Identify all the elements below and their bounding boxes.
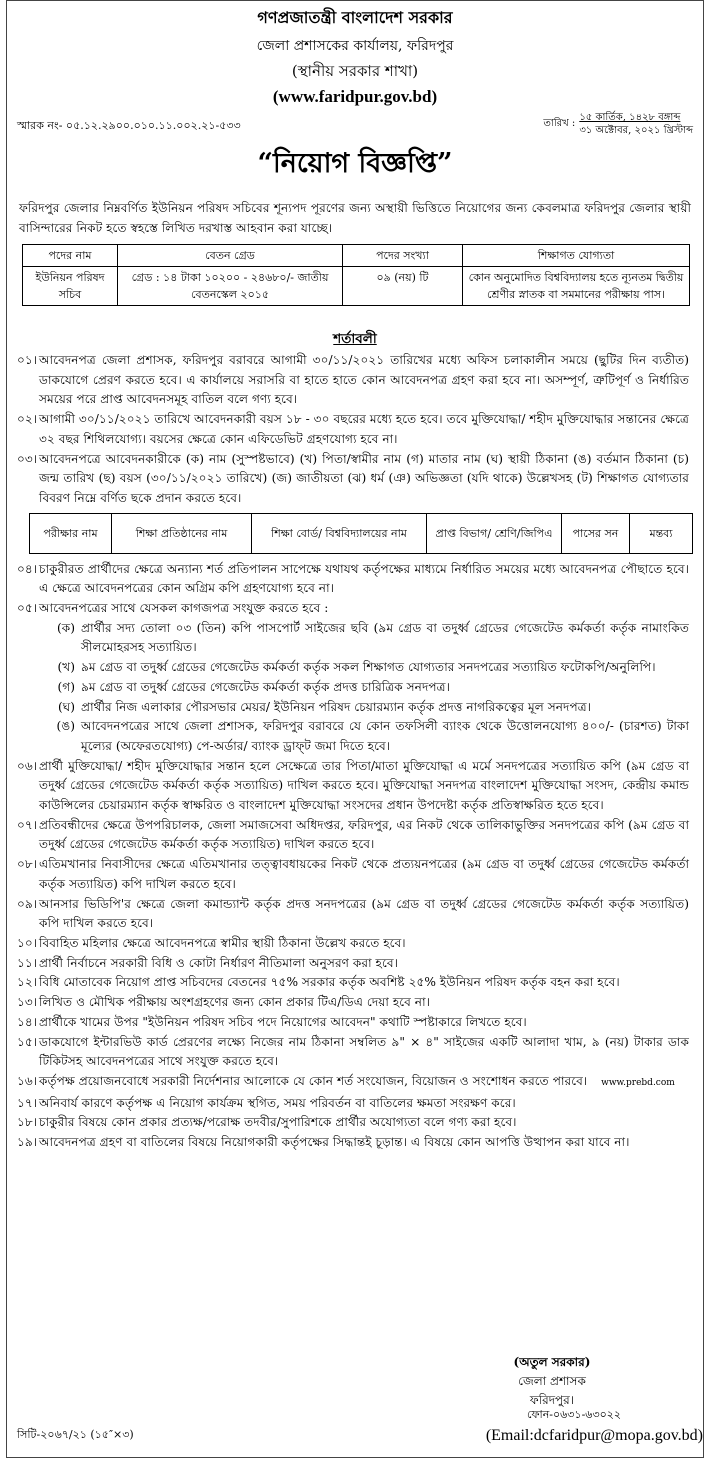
- office-name: জেলা প্রশাসকের কার্যালয়, ফরিদপুর: [256, 38, 454, 54]
- clause-14: ১৪। প্রার্থীকে খামের উপর "ইউনিয়ন পরিষদ সচিব পদে নিয়োগের আবেদন" কথাটি স্পষ্টাকারে লিখতে হবে।: [17, 1014, 527, 1029]
- col-pass-year: পাসের সন: [562, 513, 630, 553]
- clauses-group-c: [7, 1094, 703, 1153]
- education-table-header: [30, 513, 693, 553]
- website-link[interactable]: (www.faridpur.gov.bd): [272, 87, 438, 106]
- memo-date: [543, 111, 693, 137]
- email-address[interactable]: (Email:dcfaridpur@mopa.gov.bd): [485, 1427, 703, 1444]
- post-name: ইউনিয়ন পরিষদ সচিব: [23, 267, 118, 306]
- clause-09: ০৯। আনসার ভিডিপি'র ক্ষেত্রে জেলা কমান্ড্যান্ট কর্তৃক প্রদত্ত সনদপত্রের (৯ম গ্রেড বা তদুর্ধ্ব গ্রেডের গেজেটেড কর্মকর্তা কর্তৃক সত্যায়িত) কপি দাখিল করতে হবে।: [17, 896, 689, 931]
- print-code: সিটি-২০৬৭/২১ (১৫″×৩): [17, 1428, 134, 1441]
- intro-paragraph: ফরিদপুর জেলার নিম্নবর্ণিত ইউনিয়ন পরিষদ সচিবের শূন্যপদ পূরণের জন্য অস্থায়ী ভিত্তিতে নিয়োগের জন্য কেবলমাত্র ফরিদপুর জেলার স্থায়ী বাসিন্দারের নিকট হতে স্বহস্তে লিখিত দরখাস্ত আহবান করা যাচ্ছে।: [19, 201, 691, 235]
- table-row: [23, 267, 690, 306]
- post-count: ০৯ (নয়) টি: [343, 267, 463, 306]
- memo-number: স্মারক নং- ০৫.১২.২৯০০.০১০.১১.০০২.২১-৫৩৩: [17, 119, 241, 132]
- clause-11: ১১। প্রার্থী নির্বাচনে সরকারী বিধি ও কোটা নির্ধারণ নীতিমালা অনুসরণ করা হবে।: [17, 955, 398, 970]
- signatory-place: ফরিদপুর।: [529, 1393, 575, 1407]
- signature-block: [477, 1353, 627, 1410]
- col-qualification: শিক্ষাগত যোগ্যতা: [463, 245, 690, 267]
- clause-03: ০৩। আবেদনপত্রে আবেদনকারীকে (ক) নাম (সুস্পষ্টভাবে) (খ) পিতা/স্বামীর নাম (গ) মাতার নাম (ঘ) স্থায়ী ঠিকানা (ঙ) বর্তমান ঠিকানা (চ) জন্ম তারিখ (ছ) বয়স (৩০/১১/২০২১ তারিখে) (জ) জাতীয়তা (ঝ) ধর্ম (ঞ) অভিজ্ঞতা (যদি থাকে) উল্লেখসহ (ট) শিক্ষাগত যোগ্যতার বিবরণ নিম্নে বর্ণিত ছকে প্রদান করতে হবে।: [17, 451, 689, 505]
- clause-05: ০৫। আবেদনপত্রের সাথে যেসকল কাগজপত্র সংযুক্ত করতে হবে :: [17, 601, 329, 616]
- notice-title: “নিয়োগ বিজ্ঞপ্তি”: [257, 148, 453, 179]
- watermark: www.prebd.com: [601, 1077, 675, 1088]
- col-remarks: মন্তব্য: [630, 513, 693, 553]
- notice-page: [6, 0, 704, 1458]
- section-name: (স্থানীয় সরকার শাখা): [291, 62, 419, 80]
- col-pay-grade: বেতন গ্রেড: [118, 245, 343, 267]
- col-board: শিক্ষা বোর্ড/ বিশ্ববিদ্যালয়ের নাম: [252, 513, 427, 553]
- clause-18: ১৮। চাকুরীর বিষয়ে কোন প্রকার প্রত্যক্ষ/পরোক্ষ তদবীর/সুপারিশকে প্রার্থীর অযোগ্যতা বলে গণ্য করা হবে।: [17, 1115, 517, 1130]
- clause-08: ০৮। এতিমখানার নিবাসীদের ক্ষেত্রে এতিমখানার তত্ত্বাবধায়কের নিকট থেকে প্রত্যয়নপত্রের (৯ম গ্রেড বা তদুর্ধ্ব গ্রেডের গেজেটেড কর্মকর্তা কর্তৃক সত্যায়িত) কপি দাখিল করতে হবে।: [17, 857, 689, 891]
- post-table: [22, 244, 690, 306]
- clause-02: ০২। আগামী ৩০/১১/২০২১ তারিখে আবেদনকারী বয়স ১৮ - ৩০ বছরের মধ্যে হতে হবে। তবে মুক্তিযোদ্ধা/ শহীদ মুক্তিযোদ্ধার সন্তানের ক্ষেত্রে ৩২ বছর শিথিলযোগ্য। বয়সের ক্ষেত্রে কোন এফিডেভিট গ্রহণযোগ্য হবে না।: [17, 412, 689, 446]
- phone-number: ফোন-০৬৩১-৬৩০২২: [527, 1408, 622, 1421]
- subclause-ka: (ক) প্রার্থীর সদ্য তোলা ০৩ (তিন) কপি পাসপোর্ট সাইজের ছবি (৯ম গ্রেড বা তদুর্ধ্ব গ্রেডের গেজেটেড কর্মকর্তা কর্তৃক নামাংকিত সীলমোহরসহ সত্যায়িত।: [56, 620, 689, 655]
- pay-grade: গ্রেড : ১৪ টাকা ১০২০০ - ২৪৬৮০/- জাতীয় বেতনস্কেল ২০১৫: [118, 267, 343, 306]
- subclause-ga: (গ) ৯ম গ্রেড বা তদুর্ধ্ব গ্রেডের গেজেটেড কর্মকর্তা কর্তৃক প্রদত্ত চারিত্রিক সনদপত্র।: [57, 679, 450, 694]
- signatory-name: (অতুল সরকার): [513, 1355, 591, 1369]
- col-post-count: পদের সংখ্যা: [343, 245, 463, 267]
- clause-01: ০১। আবেদনপত্র জেলা প্রশাসক, ফরিদপুর বরাবরে আগামী ৩০/১১/২০২১ তারিখের মধ্যে অফিস চলাকালীন সময়ে (ছুটির দিন ব্যতীত) ডাকযোগে প্রেরণ করতে হবে। এ কার্যালয়ে সরাসরি বা হাতে হাতে কোন আবেদনপত্র গ্রহণ করা হবে না। অসম্পূর্ণ, ত্রুটিপূর্ণ ও নির্ধারিত সময়ের পরে প্রাপ্ত আবেদনসমূহ বাতিল বলে গণ্য হবে।: [17, 353, 689, 407]
- clause-10: ১০। বিবাহিত মহিলার ক্ষেত্রে আবেদনপত্রে স্বামীর স্থায়ী ঠিকানা উল্লেখ করতে হবে।: [17, 935, 406, 950]
- col-institution: শিক্ষা প্রতিষ্ঠানের নাম: [112, 513, 252, 553]
- subclause-uo: (ঙ) আবেদনপত্রের সাথে জেলা প্রশাসক, ফরিদপুর বরাবরে যে কোন তফসিলী ব্যাংক থেকে উত্তোলনযোগ্য ৪০০/- (চারশত) টাকা মূল্যের (অফেরতযোগ্য) পে-অর্ডার/ ব্যাংক ড্রাফ্‌ট জমা দিতে হবে।: [56, 719, 689, 753]
- signatory-designation: জেলা প্রশাসক: [518, 1374, 586, 1388]
- memo-line: [7, 111, 703, 137]
- clause-06: ০৬। প্রার্থী মুক্তিযোদ্ধা/ শহীদ মুক্তিযোদ্ধার সন্তান হলে সেক্ষেত্রে তার পিতা/মাতা মুক্তিযোদ্ধা এ মর্মে সনদপত্রের সত্যায়িত কপি (৯ম গ্রেড বা তদুর্ধ্ব গ্রেডের গেজেটেড কর্মকর্তা কর্তৃক সত্যায়িত) দাখিল করতে হবে। মুক্তিযোদ্ধা সনদপত্র বাংলাদেশ মুক্তিযোদ্ধা সংসদ, কেন্দ্রীয় কমান্ড কাউন্সিলের চেয়ারম্যান কর্তৃক স্বাক্ষরিত ও বাংলাদেশ মুক্তিযোদ্ধা সংসদের প্রধান উপদেষ্টা কর্তৃক প্রতিস্বাক্ষরিত হতে হবে।: [17, 758, 689, 813]
- clauses-group-b: [7, 757, 703, 1094]
- clause-16: ১৬। কর্তৃপক্ষ প্রয়োজনবোধে সরকারী নির্দেশনার আলোকে যে কোন শর্ত সংযোজন, বিয়োজন ও সংশোধন করতে পারবে। www.prebd.com: [17, 1073, 675, 1088]
- subclauses: [7, 619, 703, 757]
- date-label: তারিখ :: [543, 118, 576, 129]
- qualification: কোন অনুমোদিত বিশ্ববিদ্যালয় হতে ন্যূনতম দ্বিতীয় শ্রেণীর স্নাতক বা সমমানের পরীক্ষায় পাস।: [463, 267, 690, 306]
- clauses-group-a: [7, 351, 703, 509]
- education-table: [29, 513, 693, 554]
- col-exam-name: পরীক্ষার নাম: [30, 513, 112, 553]
- subclause-kha: (খ) ৯ম গ্রেড বা তদুর্ধ্ব গ্রেডের গেজেটেড কর্মকর্তা কর্তৃক সকল শিক্ষাগত যোগ্যতার সনদপত্রের সত্যায়িত ফটোকপি/অনুলিপি।: [57, 660, 656, 675]
- date-english: ৩১ অক্টোবর, ২০২১ খ্রিস্টাব্দ: [579, 125, 693, 136]
- clause-07: ০৭। প্রতিবন্ধীদের ক্ষেত্রে উপপরিচালক, জেলা সমাজসেবা অধিদপ্তর, ফরিদপুর, এর নিকট থেকে তালিকাভুক্তির সনদপত্রের কপি (৯ম গ্রেড বা তদুর্ধ্ব গ্রেডের গেজেটেড কর্মকর্তা কর্তৃক সত্যায়িত) দাখিল করতে হবে।: [17, 817, 689, 852]
- date-bengali: ১৫ কার্তিক, ১৪২৮ বঙ্গাব্দ: [579, 112, 681, 123]
- subclause-gha: (ঘ) প্রার্থীর নিজ এলাকার পৌরসভার মেয়র/ ইউনিয়ন পরিষদ চেয়ারম্যান কর্তৃক প্রদত্ত নাগরিকত্বের মূল সনদপত্র।: [57, 699, 592, 714]
- footer: [17, 1426, 703, 1445]
- clause-15: ১৫। ডাকযোগে ইন্টারভিউ কার্ড প্রেরণের লক্ষ্যে নিজের নাম ঠিকানা সম্বলিত ৯" × ৪" সাইজের একটি আলাদা খাম, ৯ (নয়) টাকার ডাক টিকিটসহ আবেদনপত্রের সাথে সংযুক্ত করতে হবে।: [17, 1034, 689, 1069]
- col-post-name: পদের নাম: [23, 245, 118, 267]
- clause-19: ১৯। আবেদনপত্র গ্রহণ বা বাতিলের বিষয়ে নিয়োগকারী কর্তৃপক্ষের সিদ্ধান্তই চূড়ান্ত। এ বিষয়ে কোন আপত্তি উত্থাপন করা যাবে না।: [17, 1135, 630, 1150]
- terms-heading: শর্তাবলী: [333, 331, 377, 347]
- clause-04: ০৪। চাকুরীরত প্রার্থীদের ক্ষেত্রে অন্যান্য শর্ত প্রতিপালন সাপেক্ষে যথাযথ কর্তৃপক্ষের মাধ্যমে নির্ধারিত সময়ের মধ্যে আবেদনপত্র পৌছাতে হবে। এ ক্ষেত্রে আবেদনপত্রের কোন অগ্রিম কপি গ্রহণযোগ্য হবে না।: [17, 561, 689, 596]
- col-division: প্রাপ্ত বিভাগ/ শ্রেণি/জিপিএ: [427, 513, 562, 553]
- header: [7, 5, 703, 107]
- post-table-header: [23, 245, 690, 267]
- clause-17: ১৭। অনিবার্য কারণে কর্তৃপক্ষ এ নিয়োগ কার্যক্রম স্থগিত, সময় পরিবর্তন বা বাতিলের ক্ষমতা সংরক্ষণ করে।: [17, 1095, 516, 1110]
- clause-13: ১৩। লিখিত ও মৌখিক পরীক্ষায় অংশগ্রহণের জন্য কোন প্রকার টিএ/ডিএ দেয়া হবে না।: [17, 995, 430, 1010]
- clause-12: ১২। বিধি মোতাবেক নিয়োগ প্রাপ্ত সচিবদের বেতনের ৭৫% সরকার কর্তৃক অবশিষ্ট ২৫% ইউনিয়ন পরিষদ কর্তৃক বহন করা হবে।: [17, 975, 620, 990]
- government-name: গণপ্রজাতন্ত্রী বাংলাদেশ সরকার: [257, 8, 453, 27]
